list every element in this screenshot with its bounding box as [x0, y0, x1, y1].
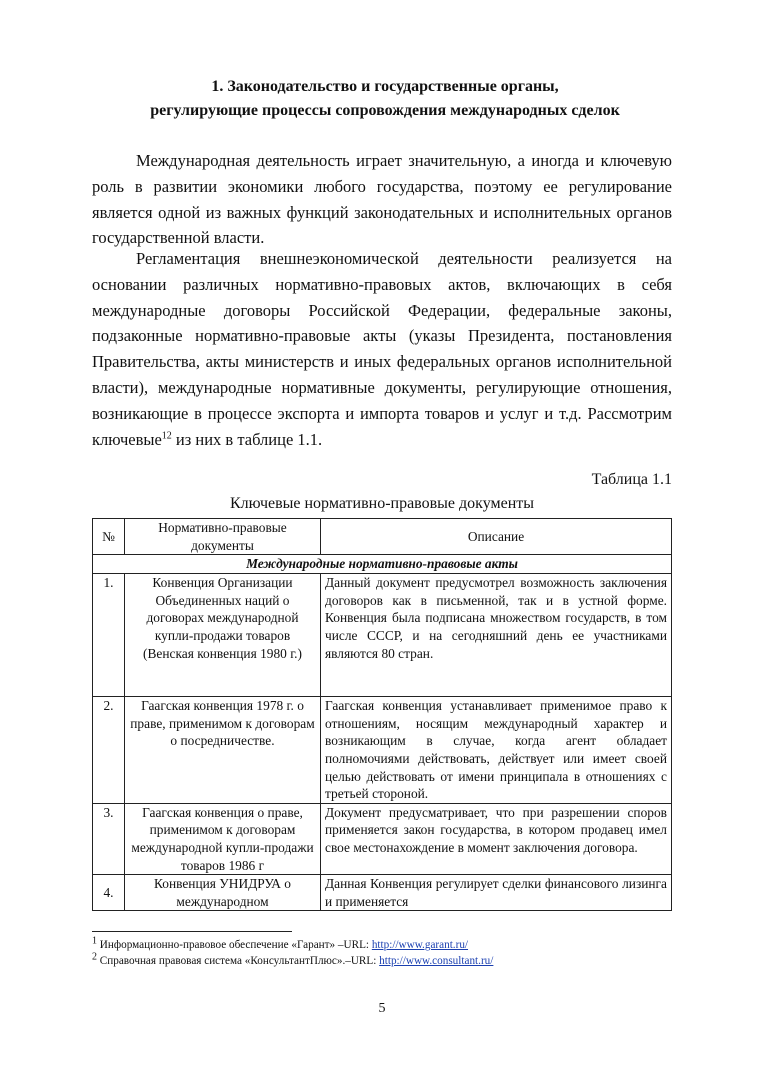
footnote-reference: 12 — [161, 430, 172, 442]
paragraph-2 — [92, 246, 672, 452]
paragraph-2-text: Регламентация внешнеэкономической деятельности реализуется на основании различных нормативно-правовых актов, включающих в себя международные договоры Российской Федерации, федеральные законы, подзаконные нормативно-правовые акты (указы Президента, постановления Правительства, акты министерств и иных федеральных органов исполнительной власти), международные нормативные документы, регулирующие отношения, возникающие в процессе экспорта и импорта товаров и услуг и т.д. Рассмотрим ключевые — [92, 249, 672, 449]
paragraph-2-tail: из них в таблице 1.1. — [171, 429, 323, 449]
section-heading — [90, 75, 680, 123]
table-row — [93, 574, 672, 697]
heading-line-2: регулирующие процессы сопровождения международных сделок — [150, 102, 620, 119]
footnote-text: Информационно-правовое обеспечение «Гарант» –URL: — [97, 939, 372, 951]
row-doc: Конвенция УНИДРУА о международном — [125, 875, 321, 911]
row-num: 4. — [93, 875, 125, 911]
row-desc: Гаагская конвенция устанавливает применимое право к отношениям, носящим международный характер и возникающим в случае, когда агент обладает полномочиями действовать, действует или имеет своей целью действовать от имени принципала в отношениях с третьей стороной. — [321, 697, 672, 804]
table-row — [93, 875, 672, 911]
table-header-row — [93, 519, 672, 555]
footnote-text: Справочная правовая система «КонсультантПлюс».–URL: — [97, 954, 380, 967]
table-row — [93, 697, 672, 804]
row-num: 2. — [93, 697, 125, 804]
row-doc: Гаагская конвенция о праве, применимом к договорам международной купли-продажи товаров 1986 г — [125, 803, 321, 874]
header-num: № — [93, 519, 125, 555]
row-num: 1. — [93, 574, 125, 697]
header-desc: Описание — [321, 519, 672, 555]
footnote-1 — [92, 935, 672, 954]
footnote-link-consultant[interactable]: http://www.consultant.ru/ — [379, 954, 494, 967]
row-num: 3. — [93, 803, 125, 874]
row-doc: Гаагская конвенция 1978 г. о праве, применимом к договорам о посредничестве. — [125, 697, 321, 804]
row-doc: Конвенция Организации Объединенных наций о договорах международной купли-продажи товаров (Венская конвенция 1980 г.) — [125, 574, 321, 697]
row-desc: Данная Конвенция регулирует сделки финансового лизинга и применяется — [321, 875, 672, 911]
table-section-row — [93, 555, 672, 574]
row-desc: Данный документ предусмотрел возможность заключения договоров как в письменной, так и в устной форме. Конвенция была подписана множеством государств, в том числе СССР, и на сегодняшний день ее участниками являются 80 стран. — [321, 574, 672, 697]
section-title: Международные нормативно-правовые акты — [93, 555, 672, 574]
table-title: Ключевые нормативно-правовые документы — [229, 495, 535, 512]
footnote-separator — [92, 931, 292, 932]
table-label: Таблица 1.1 — [591, 471, 672, 488]
footnote-mark: 1 — [92, 935, 97, 947]
footnote-link-garant[interactable]: http://www.garant.ru/ — [371, 939, 469, 951]
paragraph-1: Международная деятельность играет значительную, а иногда и ключевую роль в развитии экономики любого государства, поэтому ее регулирование является одной из важных функций законодательных и исполнительных органов государственной власти. — [92, 151, 672, 248]
table-row — [93, 803, 672, 874]
header-doc: Нормативно-правовые документы — [125, 519, 321, 555]
heading-line-1: 1. Законодательство и государственные органы, — [211, 78, 559, 95]
footnote-2 — [92, 950, 672, 970]
footnotes — [92, 935, 672, 969]
page-number: 5 — [378, 1001, 386, 1016]
footnote-mark: 2 — [92, 950, 97, 962]
row-desc: Документ предусматривает, что при разрешении споров применяется закон государства, в котором продавец имел свое местонахождение в момент заключения договора. — [321, 803, 672, 874]
documents-table — [92, 518, 672, 911]
